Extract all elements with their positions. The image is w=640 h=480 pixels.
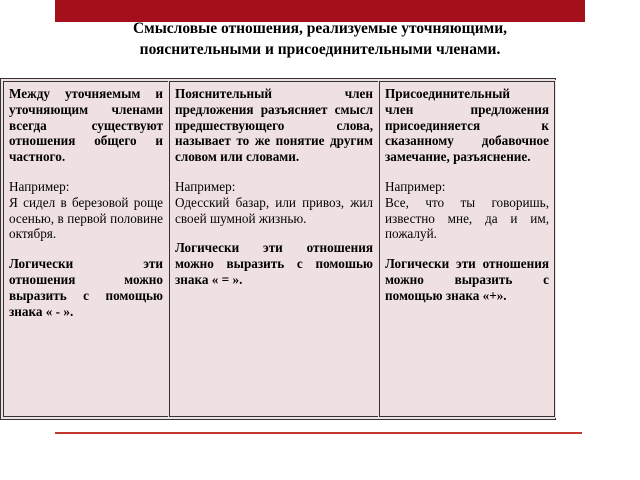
column-connective: [379, 81, 555, 417]
column-clarifying: [3, 81, 169, 417]
definition-text: Пояснительный член предложения разъясняет смысл предшествующего слова, называет то же понятие другим словом или словами.: [175, 86, 373, 165]
comparison-table: [0, 78, 556, 420]
logic-text: Логически эти отношения можно выразить с помошью знака « = ».: [175, 240, 373, 287]
bottom-divider: [55, 432, 582, 434]
logic-text: Логически эти отношения можно выразить с помощью знака « - ».: [9, 256, 163, 319]
example-text: Я сидел в березовой роще осенью, в первой половине октября.: [9, 194, 163, 242]
definition-text: [9, 86, 163, 165]
definition-text: [385, 102, 549, 165]
column-explanatory: [169, 81, 379, 417]
definition-body: Между уточняемым и уточняющим членами всегда существуют отношения общего и частного: [9, 86, 163, 165]
example-label: Например:: [175, 178, 236, 194]
definition-end: .: [61, 149, 66, 165]
example-text: Все, что ты говоришь, известно мне, да и им, пожалуй.: [385, 194, 549, 242]
logic-text: Логически эти отношения можно выразить с помощью знака «+».: [385, 256, 549, 303]
definition-end: .: [527, 149, 531, 165]
title-line-2: пояснительными и присоединительными членами.: [139, 41, 501, 58]
definition-head: Присоединительный: [385, 86, 510, 101]
definition-body: член предложения присоединяется к сказанному добавочное замечание, разъяснение: [385, 101, 549, 165]
example-label: Например:: [9, 178, 70, 194]
page-title: [40, 18, 600, 60]
title-line-1: Смысловые отношения, реализуемые уточняющими,: [132, 20, 508, 37]
example-text: Одесский базар, или привоз, жил своей шумной жизнью.: [175, 194, 373, 226]
example-label: Например:: [385, 178, 446, 194]
